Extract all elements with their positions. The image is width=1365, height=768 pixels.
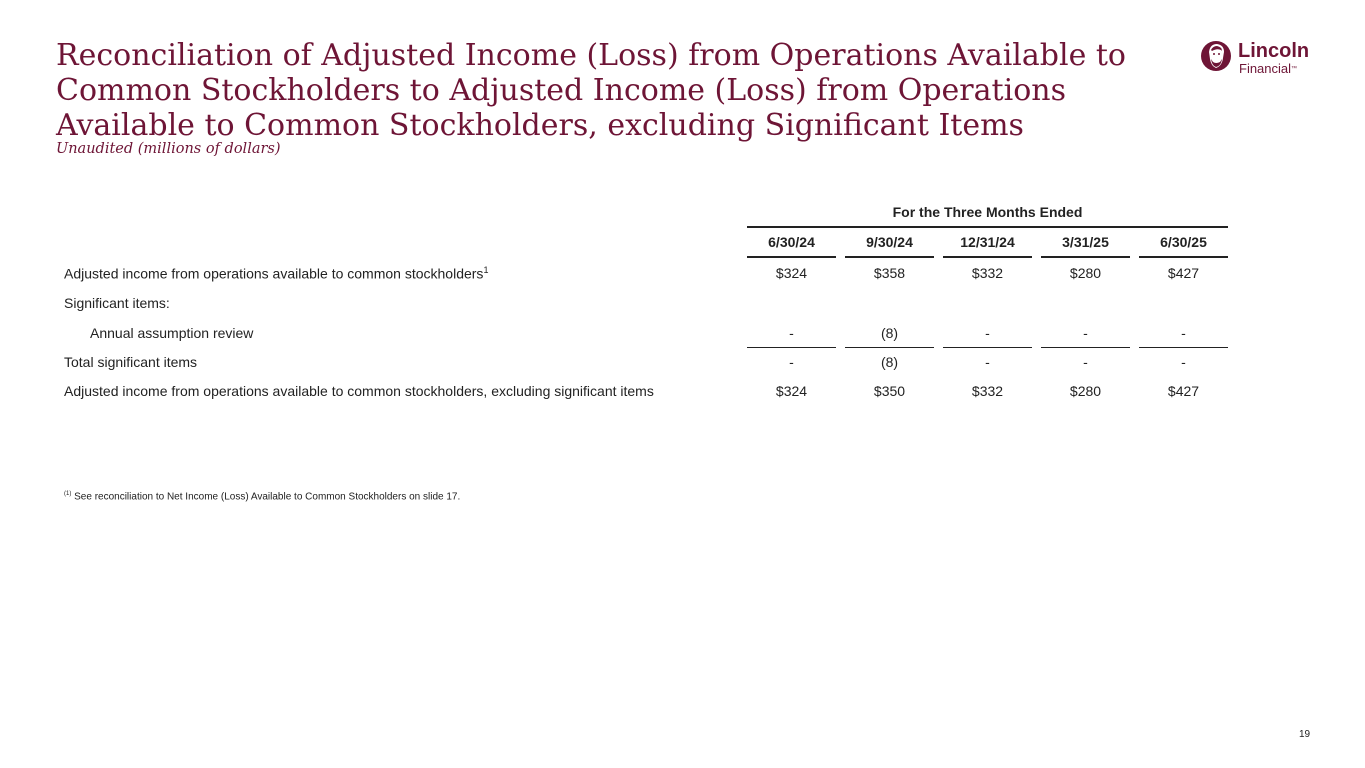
lincoln-portrait-icon [1200, 38, 1234, 78]
table-cell: - [789, 354, 794, 370]
table-cell: $350 [873, 383, 906, 399]
table-cell: $358 [873, 265, 906, 281]
table-row-annual-assumption-review [60, 318, 1228, 348]
table-column-header-row [60, 228, 1228, 258]
table-cell: $332 [971, 265, 1004, 281]
row-label: Total significant items [64, 354, 198, 370]
table-cell: - [943, 318, 1032, 348]
footnote-text: See reconciliation to Net Income (Loss) Available to Common Stockholders on slide 17. [74, 491, 461, 503]
page-subtitle: Unaudited (millions of dollars) [56, 141, 281, 157]
column-header: 12/31/24 [943, 228, 1032, 258]
table-cell: - [1139, 318, 1228, 348]
table-cell: - [1041, 318, 1130, 348]
table-group-header-row [60, 198, 1228, 228]
footnote [64, 491, 460, 502]
column-header: 6/30/24 [747, 228, 836, 258]
lincoln-financial-logo [1200, 38, 1312, 80]
table-row-significant-items [60, 288, 1228, 318]
column-header: 9/30/24 [845, 228, 934, 258]
footnote-marker: 1 [483, 264, 489, 275]
logo-text-lincoln: Lincoln [1238, 40, 1310, 62]
logo-text-financial: Financial™ [1239, 61, 1298, 76]
table-cell: - [1083, 354, 1088, 370]
table-cell: $427 [1167, 383, 1200, 399]
column-header: 6/30/25 [1139, 228, 1228, 258]
table-cell: (8) [845, 318, 934, 348]
table-cell: $324 [775, 383, 808, 399]
table-cell: $280 [1069, 265, 1102, 281]
table-cell: - [1181, 354, 1186, 370]
footnote-marker: (1) [64, 491, 72, 497]
table-cell: $332 [971, 383, 1004, 399]
column-header: 3/31/25 [1041, 228, 1130, 258]
row-label: Significant items: [64, 295, 170, 311]
table-row-excluding-significant-items [60, 376, 1228, 406]
page-number: 19 [1299, 729, 1311, 740]
table-row-adjusted-income [60, 258, 1228, 288]
page-title: Reconciliation of Adjusted Income (Loss) from Operations Available to Common Stockholders to Adjusted Income (Loss) from Operations Available to Common Stockholders, excluding Significant Items [56, 38, 1126, 143]
table-cell: $427 [1167, 265, 1200, 281]
row-label: Adjusted income from operations available to common stockholders, excluding significant items [64, 383, 654, 399]
table-cell: - [985, 354, 990, 370]
row-label: Annual assumption review [90, 325, 254, 341]
group-header: For the Three Months Ended [747, 198, 1228, 228]
row-label: Adjusted income from operations available to common stockholders$^1$ [64, 264, 489, 282]
reconciliation-table [60, 198, 1228, 406]
table-cell: - [747, 318, 836, 348]
table-cell: (8) [880, 354, 899, 370]
table-cell: $324 [775, 265, 808, 281]
table-row-total-significant-items [60, 348, 1228, 376]
table-cell: $280 [1069, 383, 1102, 399]
